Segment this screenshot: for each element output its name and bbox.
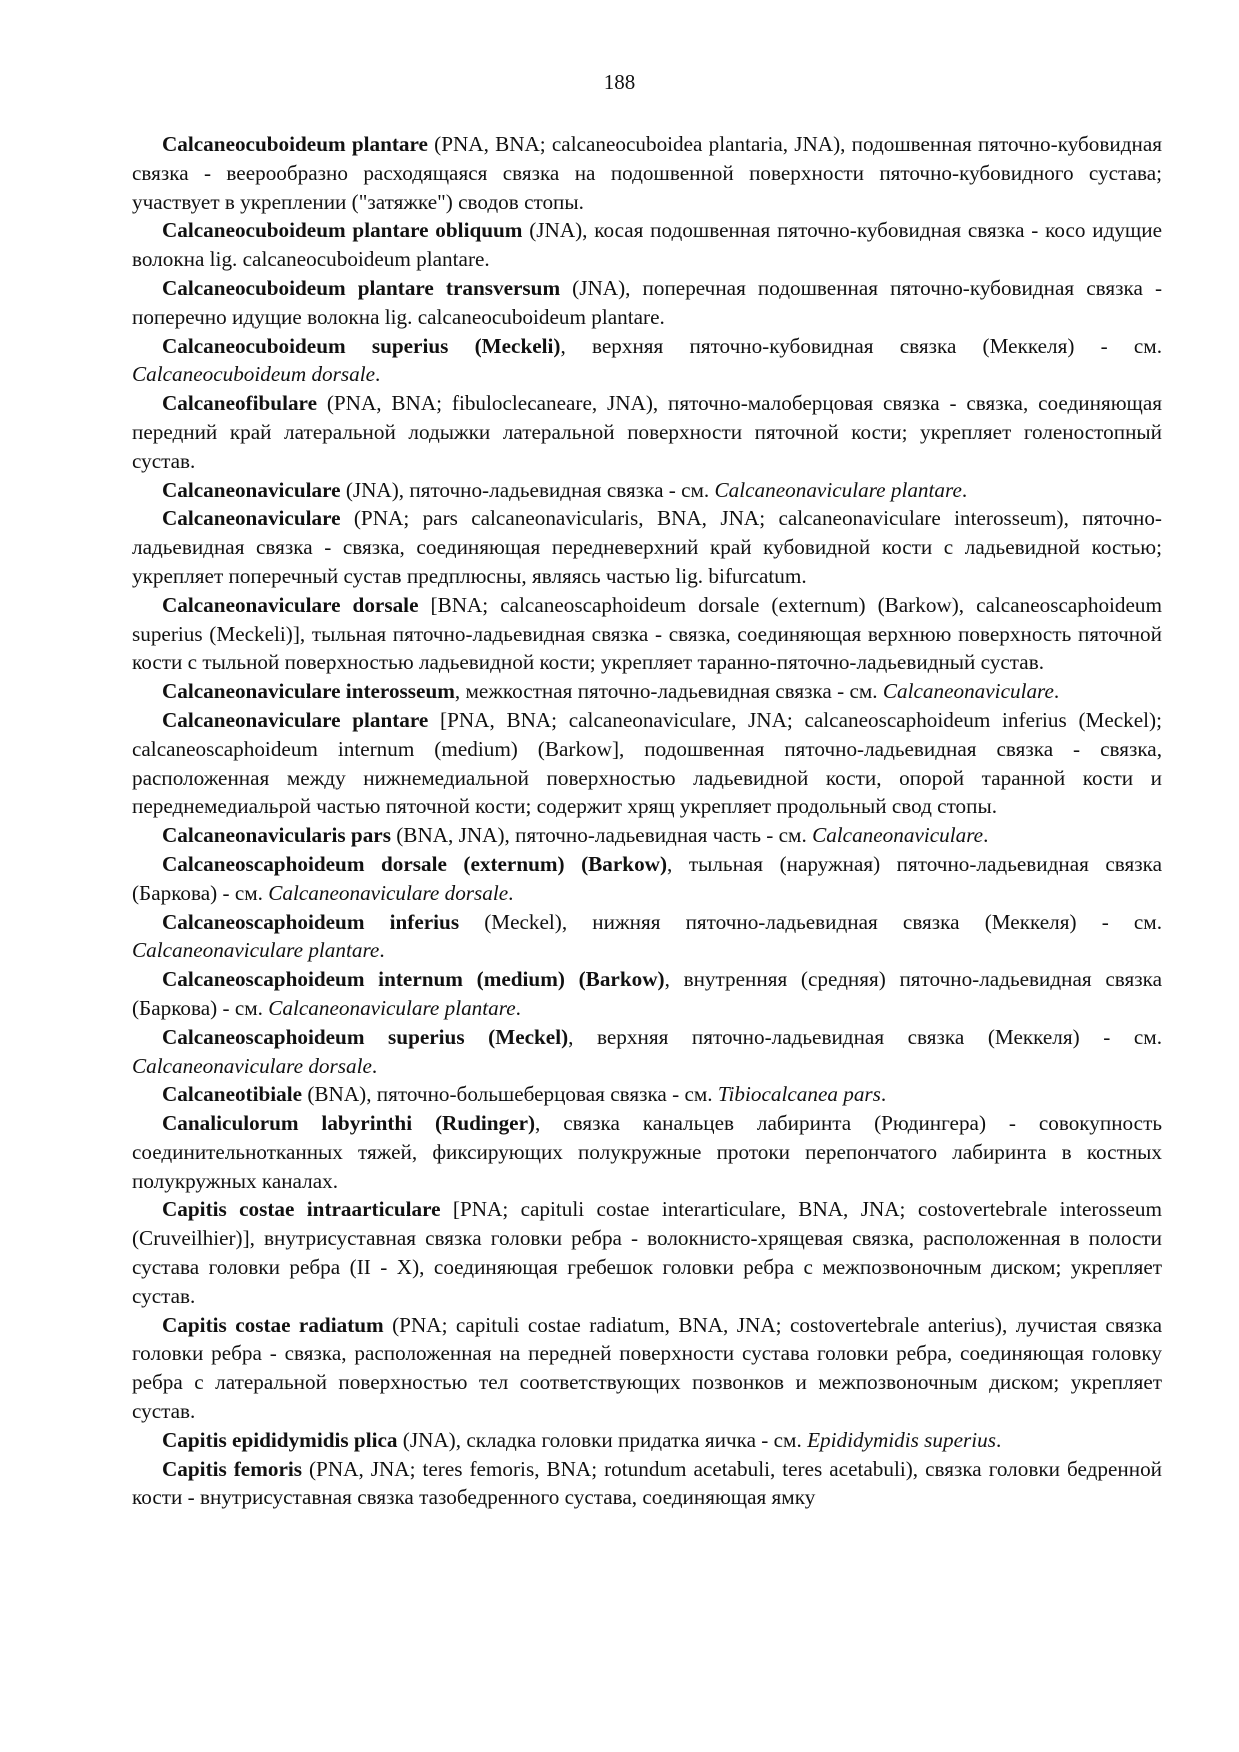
entry-definition: (JNA), пяточно-ладьевидная связка - см. [340,477,715,502]
entry-definition: [PNA; capituli costae interarticulare, BNA, JNA; costovertebrale interosseum (Cruveilhier)], внутрисуставная связка головки ребра - волокнисто-хрящевая связка, расположенная в полости сустава головки ребра (II - X), соединяющая гребешок головки ребра с межпозвоночным диском; укрепляет сустав. [132,1197,1162,1308]
dictionary-entry [132,1426,1162,1455]
entry-cross-reference: Epididymidis superius [807,1427,996,1452]
dictionary-entry [132,677,1162,706]
entry-term: Calcaneonavicularis pars [162,823,391,848]
entry-definition: (BNA), пяточно-большеберцовая связка - см. [302,1082,718,1107]
entry-definition: , верхняя пяточно-кубовидная связка (Меккеля) - см. [560,333,1162,358]
entry-term: Calcaneocuboideum plantare [162,132,428,156]
entry-definition: , межкостная пяточно-ладьевидная связка - см. [454,679,883,704]
entry-tail: . [1053,679,1060,704]
entry-cross-reference: Calcaneonaviculare plantare [714,477,962,502]
entry-term: Calcaneoscaphoideum inferius [162,909,460,934]
entry-tail: . [508,880,514,905]
dictionary-entry [132,850,1162,908]
entry-cross-reference: Calcaneocuboideum dorsale [132,362,376,387]
dictionary-entry [132,908,1162,966]
entry-definition: (JNA), косая подошвенная пяточно-кубовидная связка - косо идущие волокна lig. calcaneocuboideum plantare. [132,218,1162,272]
entry-tail: . [961,477,968,502]
entry-definition: (PNA, BNA; fibuloclecaneare, JNA), пяточно-малоберцовая связка - связка, соединяющая передний край латеральной лодыжки латеральной поверхности пяточной кости; укрепляет голеностопный сустав. [132,391,1162,473]
entry-cross-reference: Calcaneonaviculare dorsale [268,880,509,905]
dictionary-entry [132,1311,1162,1426]
entry-term: Calcaneoscaphoideum dorsale (externum) (Barkow) [162,851,668,876]
entry-term: Calcaneoscaphoideum internum (medium) (Barkow) [162,967,665,992]
dictionary-entry [132,216,1162,274]
entry-cross-reference: Calcaneonaviculare plantare [132,938,380,963]
entry-definition: (BNA, JNA), пяточно-ладьевидная часть - см. [390,823,813,848]
entry-tail: . [371,1053,378,1078]
entry-term: Calcaneonaviculare dorsale [162,592,419,617]
entry-tail: . [983,823,989,848]
entry-definition: , связка канальцев лабиринта (Рюдингера) - совокупность соединительнотканных тяжей, фиксирующих полукружные протоки перепончатого лабиринта в костных полукружных каналах. [132,1111,1162,1193]
entry-cross-reference: Calcaneonaviculare dorsale [132,1053,372,1078]
entry-definition: [BNA; calcaneoscaphoideum dorsale (externum) (Barkow), calcaneoscaphoideum superius (Meckeli)], тыльная пяточно-ладьевидная связка - связка, соединяющая верхнюю поверхность пяточной кости с тыльной поверхностью ладьевидной кости; укрепляет таранно-пяточно-ладьевидный сустав. [132,592,1162,675]
entry-term: Calcaneocuboideum superius (Meckeli) [162,333,561,358]
dictionary-entry [132,821,1162,850]
entry-definition: (JNA), складка головки придатка яичка - см. [397,1427,808,1452]
entry-term: Calcaneonaviculare [162,506,341,531]
entry-definition: , внутренняя (средняя) пяточно-ладьевидная связка (Баркова) - см. [132,967,1162,1020]
entry-cross-reference: Calcaneonaviculare plantare [268,995,516,1020]
entry-tail: . [995,1427,1002,1452]
entry-cross-reference: Calcaneonaviculare [812,823,984,848]
entry-term: Calcaneofibulare [162,391,317,416]
page-number: 188 [603,70,636,94]
entry-term: Calcaneonaviculare interosseum [162,679,455,704]
dictionary-entry [132,1195,1162,1310]
dictionary-entry [132,1109,1162,1195]
dictionary-entry [132,965,1162,1023]
dictionary-entry [132,1023,1162,1081]
entry-term: Capitis costae intraarticulare [162,1197,441,1222]
dictionary-entry [132,706,1162,821]
entry-cross-reference: Calcaneonaviculare [882,679,1054,704]
dictionary-entry [132,1455,1162,1513]
entry-tail: . [379,938,385,963]
entry-term: Calcaneocuboideum plantare obliquum [162,218,523,243]
dictionary-entry [132,1080,1162,1109]
dictionary-entry [132,389,1162,475]
entry-definition: (PNA; capituli costae radiatum, BNA, JNA; costovertebrale anterius), лучистая связка головки ребра - связка, расположенная на передней поверхности сустава головки ребра, соединяющая головку ребра с латеральной поверхностью тел соответствующих позвонков и межпозвоночным диском; укрепляет сустав. [132,1312,1162,1424]
entry-definition: (PNA, BNA; calcaneocuboidea plantaria, JNA), подошвенная пяточно-кубовидная связка - веерообразно расходящаяся связка на подошвенной поверхности пяточно-кубовидного сустава; участвует в укреплении ("затяжке") сводов стопы. [132,132,1162,214]
entry-definition: , тыльная (наружная) пяточно-ладьевидная связка (Баркова) - см. [132,851,1162,905]
entry-term: Calcaneonaviculare [162,477,341,502]
entry-tail: . [880,1082,887,1107]
dictionary-entry [132,130,1162,216]
entry-term: Capitis epididymidis plica [162,1427,398,1452]
dictionary-entry [132,274,1162,332]
entry-term: Canaliculorum labyrinthi (Rudinger) [162,1111,536,1136]
entry-term: Calcaneotibiale [162,1082,303,1107]
entry-definition: (PNA, JNA; teres femoris, BNA; rotundum acetabuli, teres acetabuli), связка головки бедренной кости - внутрисуставная связка тазобедренного сустава, соединяющая ямку [132,1456,1162,1510]
entry-term: Capitis femoris [162,1456,302,1481]
dictionary-entry [132,504,1162,590]
dictionary-entry [132,476,1162,505]
entry-definition: (PNA; pars calcaneonavicularis, BNA, JNA; calcaneonaviculare interosseum), пяточно-ладьевидная связка - связка, соединяющая передневерхний край кубовидной кости с ладьевидной костью; укрепляет поперечный сустав предплюсны, являясь частью lig. bifurcatum. [132,506,1162,588]
entry-term: Calcaneoscaphoideum superius (Meckel) [162,1024,569,1049]
entry-definition: , верхняя пяточно-ладьевидная связка (Меккеля) - см. [568,1024,1162,1049]
entry-term: Calcaneocuboideum plantare transversum [162,275,561,300]
dictionary-entry [132,591,1162,677]
entry-term: Capitis costae radiatum [162,1312,384,1337]
dictionary-entry [132,332,1162,390]
entry-definition: (JNA), поперечная подошвенная пяточно-кубовидная связка - поперечно идущие волокна lig. calcaneocuboideum plantare. [132,275,1162,329]
entry-tail: . [515,995,521,1020]
entry-term: Calcaneonaviculare plantare [162,707,429,732]
entry-tail: . [375,362,381,387]
entry-definition: (Meckel), нижняя пяточно-ладьевидная связка (Меккеля) - см. [459,909,1163,934]
entry-cross-reference: Tibiocalcanea pars [717,1082,881,1107]
entry-definition: [PNA, BNA; calcaneonaviculare, JNA; calcaneoscaphoideum inferius (Meckel); calcaneoscaphoideum internum (medium) (Barkow], подошвенная пяточно-ладьевидная связка - связка, расположенная между нижнемедиальной поверхностью ладьевидной кости, опорой таранной кости и переднемедиальрой частью пяточной кости; содержит хрящ укрепляет продольный свод стопы. [132,707,1162,819]
dictionary-entries [132,130,1162,1512]
